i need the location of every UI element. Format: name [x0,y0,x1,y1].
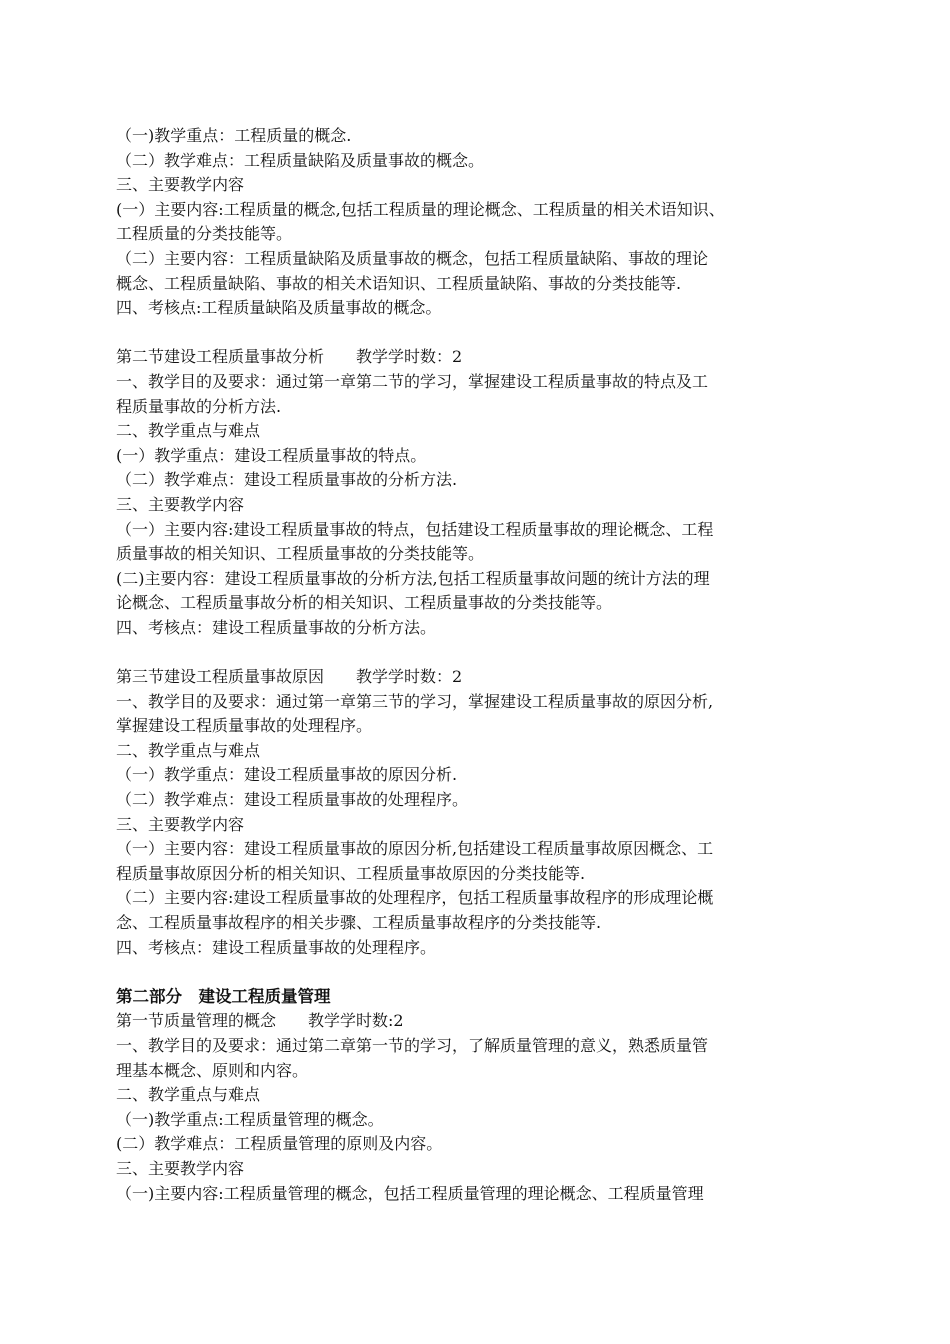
section-title: 第二节建设工程质量事故分析 教学学时数：2 [116,347,463,367]
section-block-2 [116,345,846,640]
text-line: （一)教学重点:工程质量管理的概念。 [116,1109,384,1129]
text-line: 论概念、工程质量事故分析的相关知识、工程质量事故的分类技能等。 [116,593,613,613]
part-block [116,985,846,1206]
text-line: 程质量事故原因分析的相关知识、工程质量事故原因的分类技能等. [116,863,586,883]
text-line: （一)主要内容:工程质量管理的概念，包括工程质量管理的理论概念、工程质量管理 [116,1183,704,1203]
spacer [116,321,846,346]
text-line: （一）主要内容：建设工程质量事故的原因分析,包括建设工程质量事故原因概念、工 [116,839,714,859]
document-page [116,124,846,1206]
text-line: 一、教学目的及要求：通过第一章第二节的学习，掌握建设工程质量事故的特点及工 [116,371,709,391]
text-line: (一）主要内容:工程质量的概念,包括工程质量的理论概念、工程质量的相关术语知识、 [116,199,725,219]
text-line: (一）教学重点：建设工程质量事故的特点。 [116,445,427,465]
text-line: 二、教学重点与难点 [116,740,261,760]
part-heading: 第二部分 建设工程质量管理 [116,986,331,1006]
text-line: 三、主要教学内容 [116,494,245,514]
text-line: 理基本概念、原则和内容。 [116,1060,309,1080]
text-line: （二）教学难点：工程质量缺陷及质量事故的概念。 [116,150,485,170]
text-line: 四、考核点：建设工程质量事故的分析方法。 [116,617,437,637]
text-line: 三、主要教学内容 [116,175,245,195]
section-title: 第三节建设工程质量事故原因 教学学时数：2 [116,667,463,687]
section-block-3 [116,665,846,960]
text-line: （一)教学重点：工程质量的概念. [116,126,352,145]
text-line: 四、考核点:工程质量缺陷及质量事故的概念。 [116,298,442,318]
text-line: 念、工程质量事故程序的相关步骤、工程质量事故程序的分类技能等. [116,913,602,932]
text-line: 三、主要教学内容 [116,1158,245,1178]
text-line: （二）主要内容:建设工程质量事故的处理程序，包括工程质量事故程序的形成理论概 [116,888,714,908]
text-line: 概念、工程质量缺陷、事故的相关术语知识、工程质量缺陷、事故的分类技能等. [116,273,682,293]
text-line: 一、教学目的及要求：通过第二章第一节的学习，了解质量管理的意义，熟悉质量管 [116,1035,709,1055]
text-line: 四、考核点：建设工程质量事故的处理程序。 [116,937,437,957]
text-line: 质量事故的相关知识、工程质量事故的分类技能等。 [116,544,485,564]
text-line: 二、教学重点与难点 [116,1085,261,1105]
spacer [116,960,846,985]
spacer [116,640,846,665]
text-line: （二）教学难点：建设工程质量事故的分析方法. [116,470,458,490]
section-block-1 [116,124,846,321]
text-line: (二）教学难点：工程质量管理的原则及内容。 [116,1134,443,1154]
text-line: (二)主要内容：建设工程质量事故的分析方法,包括工程质量事故问题的统计方法的理 [116,568,710,588]
text-line: （一）主要内容:建设工程质量事故的特点，包括建设工程质量事故的理论概念、工程 [116,519,714,539]
text-line: （二）主要内容：工程质量缺陷及质量事故的概念，包括工程质量缺陷、事故的理论 [116,248,709,268]
text-line: 二、教学重点与难点 [116,421,261,441]
text-line: （二）教学难点：建设工程质量事故的处理程序。 [116,790,469,810]
text-line: 掌握建设工程质量事故的处理程序。 [116,716,373,736]
text-line: 三、主要教学内容 [116,814,245,834]
text-line: （一）教学重点：建设工程质量事故的原因分析. [116,765,458,785]
text-line: 工程质量的分类技能等。 [116,224,293,244]
section-title: 第一节质量管理的概念 教学学时数:2 [116,1011,404,1031]
text-line: 一、教学目的及要求：通过第一章第三节的学习，掌握建设工程质量事故的原因分析, [116,691,714,711]
text-line: 程质量事故的分析方法. [116,396,282,416]
